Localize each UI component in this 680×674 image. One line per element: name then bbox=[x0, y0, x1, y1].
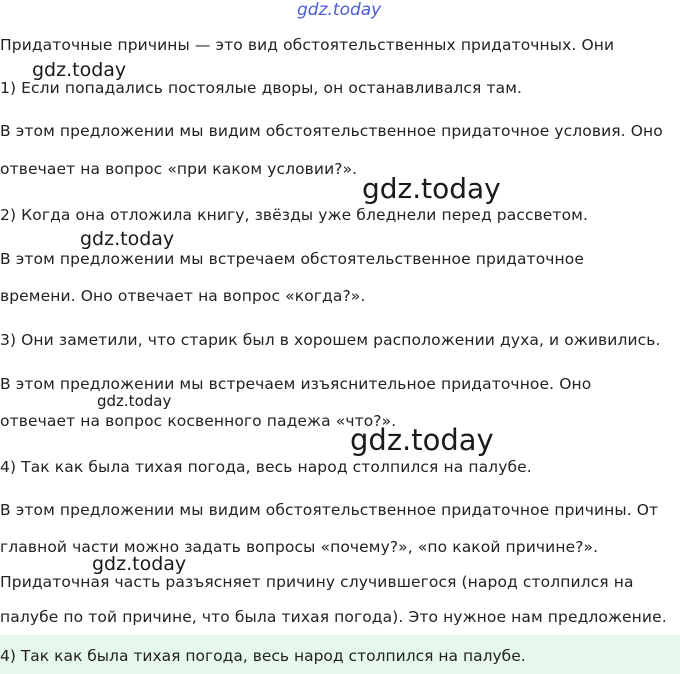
sentence-3: 3) Они заметили, что старик был в хорошем расположении духа, и оживились. bbox=[0, 331, 661, 349]
watermark-top: gdz.today bbox=[297, 0, 382, 20]
explanation-2-line-1: В этом предложении мы встречаем обстоятельственное придаточное bbox=[0, 250, 584, 268]
watermark-2: gdz.today bbox=[362, 172, 501, 205]
explanation-4-line-1: В этом предложении мы видим обстоятельственное придаточное причины. От bbox=[0, 501, 659, 519]
watermark-4: gdz.today bbox=[97, 392, 172, 410]
explanation-4-line-4: палубе по той причине, что была тихая погода). Это нужное нам предложение. bbox=[0, 608, 667, 626]
explanation-1-line-1: В этом предложении мы видим обстоятельственное придаточное условия. Оно bbox=[0, 122, 663, 140]
watermark-6: gdz.today bbox=[92, 553, 187, 575]
explanation-4-line-2: главной части можно задать вопросы «почему?», «по какой причине?». bbox=[0, 538, 599, 556]
watermark-3: gdz.today bbox=[80, 228, 175, 250]
sentence-4: 4) Так как была тихая погода, весь народ столпился на палубе. bbox=[0, 458, 532, 476]
explanation-4-line-3: Придаточная часть разъясняет причину случившегося (народ столпился на bbox=[0, 573, 634, 591]
sentence-2: 2) Когда она отложила книгу, звёзды уже бледнели перед рассветом. bbox=[0, 206, 588, 224]
answer-text: 4) Так как была тихая погода, весь народ столпился на палубе. bbox=[0, 647, 526, 665]
explanation-3-line-2: отвечает на вопрос косвенного падежа «что?». bbox=[0, 412, 397, 430]
explanation-1-line-2: отвечает на вопрос «при каком условии?». bbox=[0, 160, 358, 178]
sentence-1: 1) Если попадались постоялые дворы, он останавливался там. bbox=[0, 79, 523, 97]
text-line-intro: Придаточные причины — это вид обстоятельственных придаточных. Они bbox=[0, 36, 615, 54]
explanation-2-line-2: времени. Оно отвечает на вопрос «когда?». bbox=[0, 287, 366, 305]
watermark-5: gdz.today bbox=[350, 423, 494, 457]
watermark-1: gdz.today bbox=[32, 59, 127, 81]
explanation-3-line-1: В этом предложении мы встречаем изъяснительное придаточное. Оно bbox=[0, 375, 592, 393]
